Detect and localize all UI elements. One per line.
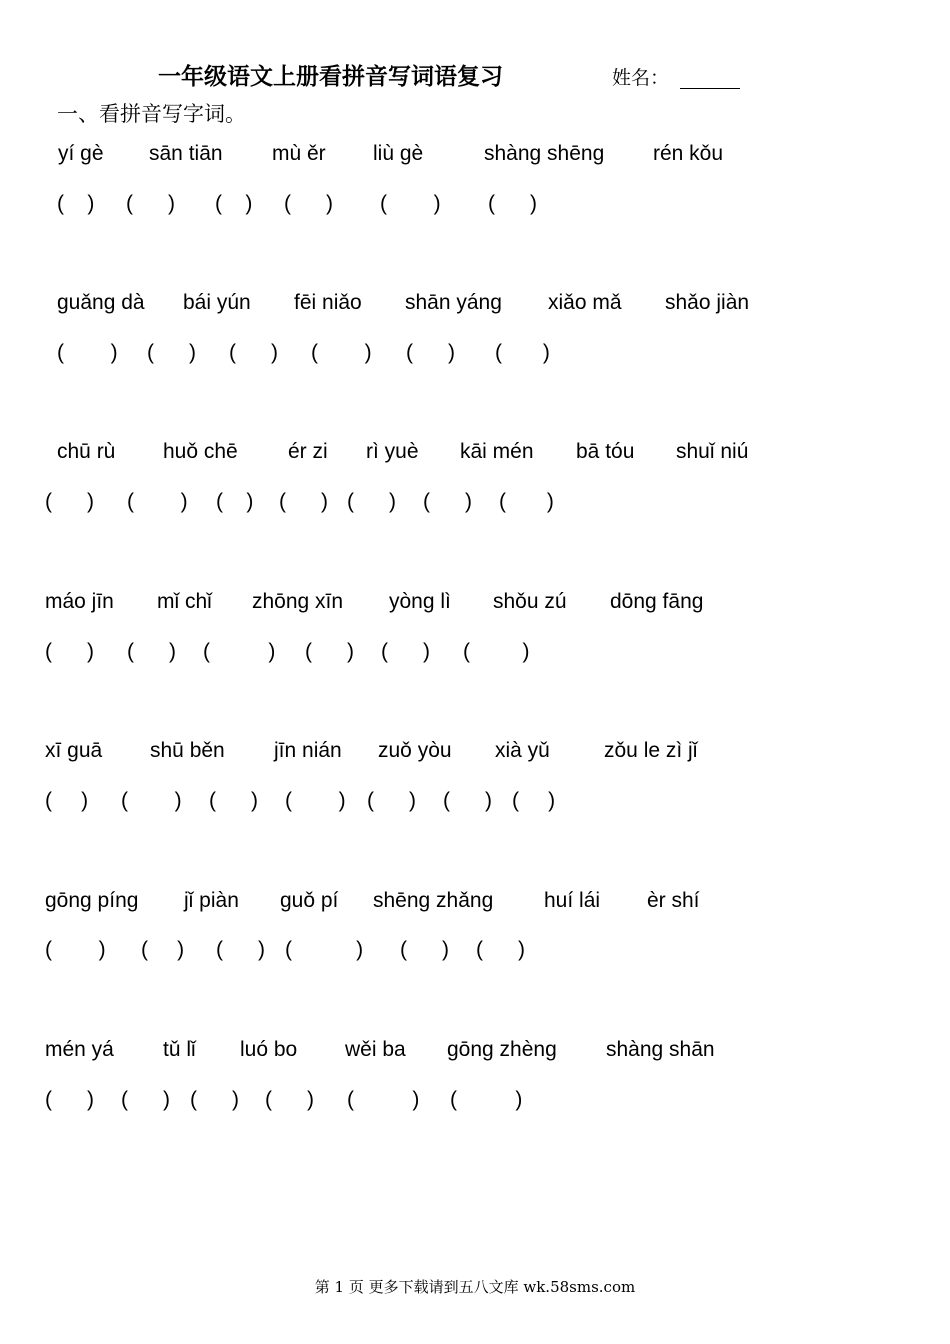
answer-bracket[interactable]: ( ) bbox=[443, 789, 492, 812]
pinyin-word: tǔ lǐ bbox=[163, 1038, 196, 1061]
answer-bracket[interactable]: ( ) bbox=[215, 192, 253, 215]
answer-bracket[interactable]: ( ) bbox=[284, 192, 333, 215]
answer-bracket[interactable]: ( ) bbox=[45, 938, 106, 961]
answer-bracket[interactable]: ( ) bbox=[229, 341, 278, 364]
pinyin-word: shǒu zú bbox=[493, 590, 567, 613]
pinyin-word: zhōng xīn bbox=[252, 590, 344, 613]
answer-bracket[interactable]: ( ) bbox=[488, 192, 537, 215]
answer-bracket[interactable]: ( ) bbox=[285, 789, 346, 812]
answer-bracket[interactable]: ( ) bbox=[381, 640, 430, 663]
answer-bracket[interactable]: ( ) bbox=[45, 640, 94, 663]
answer-bracket[interactable]: ( ) bbox=[127, 640, 176, 663]
pinyin-word: shēng zhǎng bbox=[373, 889, 494, 912]
pinyin-word: bā tóu bbox=[576, 440, 635, 463]
answer-bracket[interactable]: ( ) bbox=[347, 490, 396, 513]
pinyin-word: huí lái bbox=[544, 889, 601, 912]
answer-bracket[interactable]: ( ) bbox=[141, 938, 185, 961]
answer-bracket[interactable]: ( ) bbox=[45, 490, 94, 513]
pinyin-word: mén yá bbox=[45, 1038, 114, 1061]
pinyin-word: mǐ chǐ bbox=[157, 590, 212, 613]
pinyin-word: dōng fāng bbox=[610, 590, 704, 613]
section-heading: 一、看拼音写字词。 bbox=[57, 102, 246, 126]
pinyin-word: wěi ba bbox=[345, 1038, 406, 1061]
answer-bracket[interactable]: ( ) bbox=[279, 490, 328, 513]
answer-bracket[interactable]: ( ) bbox=[45, 1088, 94, 1111]
pinyin-word: shān yáng bbox=[405, 291, 502, 314]
pinyin-word: gōng zhèng bbox=[447, 1038, 557, 1061]
pinyin-word: ér zi bbox=[288, 440, 328, 463]
answer-bracket[interactable]: ( ) bbox=[305, 640, 354, 663]
pinyin-word: zǒu le zì jǐ bbox=[604, 739, 698, 762]
answer-bracket[interactable]: ( ) bbox=[476, 938, 525, 961]
page-title: 一年级语文上册看拼音写词语复习 bbox=[158, 64, 503, 90]
pinyin-word: xià yǔ bbox=[495, 739, 550, 762]
answer-bracket[interactable]: ( ) bbox=[285, 938, 364, 961]
pinyin-word: shū běn bbox=[150, 739, 225, 762]
pinyin-word: máo jīn bbox=[45, 590, 114, 613]
pinyin-word: shuǐ niú bbox=[676, 440, 749, 463]
name-blank-line[interactable] bbox=[680, 88, 740, 89]
answer-bracket[interactable]: ( ) bbox=[57, 341, 118, 364]
answer-bracket[interactable]: ( ) bbox=[127, 490, 188, 513]
answer-bracket[interactable]: ( ) bbox=[463, 640, 530, 663]
pinyin-word: kāi mén bbox=[460, 440, 534, 463]
answer-bracket[interactable]: ( ) bbox=[121, 1088, 170, 1111]
pinyin-word: sān tiān bbox=[149, 142, 223, 165]
answer-bracket[interactable]: ( ) bbox=[121, 789, 182, 812]
answer-bracket[interactable]: ( ) bbox=[190, 1088, 239, 1111]
page-footer: 第 1 页 更多下载请到五八文库 wk.58sms.com bbox=[314, 1278, 636, 1296]
answer-bracket[interactable]: ( ) bbox=[147, 341, 196, 364]
answer-bracket[interactable]: ( ) bbox=[209, 789, 258, 812]
pinyin-word: yòng lì bbox=[389, 590, 451, 613]
pinyin-word: bái yún bbox=[183, 291, 251, 314]
pinyin-word: mù ěr bbox=[272, 142, 326, 165]
pinyin-word: jǐ piàn bbox=[184, 889, 239, 912]
answer-bracket[interactable]: ( ) bbox=[126, 192, 175, 215]
pinyin-word: shàng shēng bbox=[484, 142, 605, 165]
pinyin-word: fēi niǎo bbox=[294, 291, 362, 314]
pinyin-word: luó bo bbox=[240, 1038, 298, 1061]
answer-bracket[interactable]: ( ) bbox=[216, 490, 254, 513]
answer-bracket[interactable]: ( ) bbox=[311, 341, 372, 364]
answer-bracket[interactable]: ( ) bbox=[450, 1088, 523, 1111]
pinyin-word: shàng shān bbox=[606, 1038, 715, 1061]
pinyin-word: jīn nián bbox=[274, 739, 342, 762]
pinyin-word: yí gè bbox=[58, 142, 104, 165]
answer-bracket[interactable]: ( ) bbox=[265, 1088, 314, 1111]
pinyin-word: chū rù bbox=[57, 440, 116, 463]
answer-bracket[interactable]: ( ) bbox=[57, 192, 95, 215]
pinyin-word: huǒ chē bbox=[163, 440, 238, 463]
answer-bracket[interactable]: ( ) bbox=[347, 1088, 420, 1111]
name-label: 姓名： bbox=[612, 67, 670, 89]
answer-bracket[interactable]: ( ) bbox=[495, 341, 550, 364]
pinyin-word: gōng píng bbox=[45, 889, 139, 912]
pinyin-word: guǎng dà bbox=[57, 291, 145, 314]
pinyin-word: èr shí bbox=[647, 889, 700, 912]
pinyin-word: liù gè bbox=[373, 142, 424, 165]
pinyin-word: shǎo jiàn bbox=[665, 291, 750, 314]
answer-bracket[interactable]: ( ) bbox=[423, 490, 472, 513]
answer-bracket[interactable]: ( ) bbox=[400, 938, 449, 961]
pinyin-word: rén kǒu bbox=[653, 142, 724, 165]
answer-bracket[interactable]: ( ) bbox=[512, 789, 556, 812]
answer-bracket[interactable]: ( ) bbox=[45, 789, 89, 812]
answer-bracket[interactable]: ( ) bbox=[380, 192, 441, 215]
answer-bracket[interactable]: ( ) bbox=[406, 341, 455, 364]
answer-bracket[interactable]: ( ) bbox=[216, 938, 265, 961]
pinyin-word: xiǎo mǎ bbox=[548, 291, 622, 314]
pinyin-word: guǒ pí bbox=[280, 889, 339, 912]
answer-bracket[interactable]: ( ) bbox=[203, 640, 276, 663]
answer-bracket[interactable]: ( ) bbox=[367, 789, 416, 812]
pinyin-word: rì yuè bbox=[366, 440, 419, 463]
pinyin-word: xī guā bbox=[45, 739, 103, 762]
answer-bracket[interactable]: ( ) bbox=[499, 490, 554, 513]
pinyin-word: zuǒ yòu bbox=[378, 739, 452, 762]
